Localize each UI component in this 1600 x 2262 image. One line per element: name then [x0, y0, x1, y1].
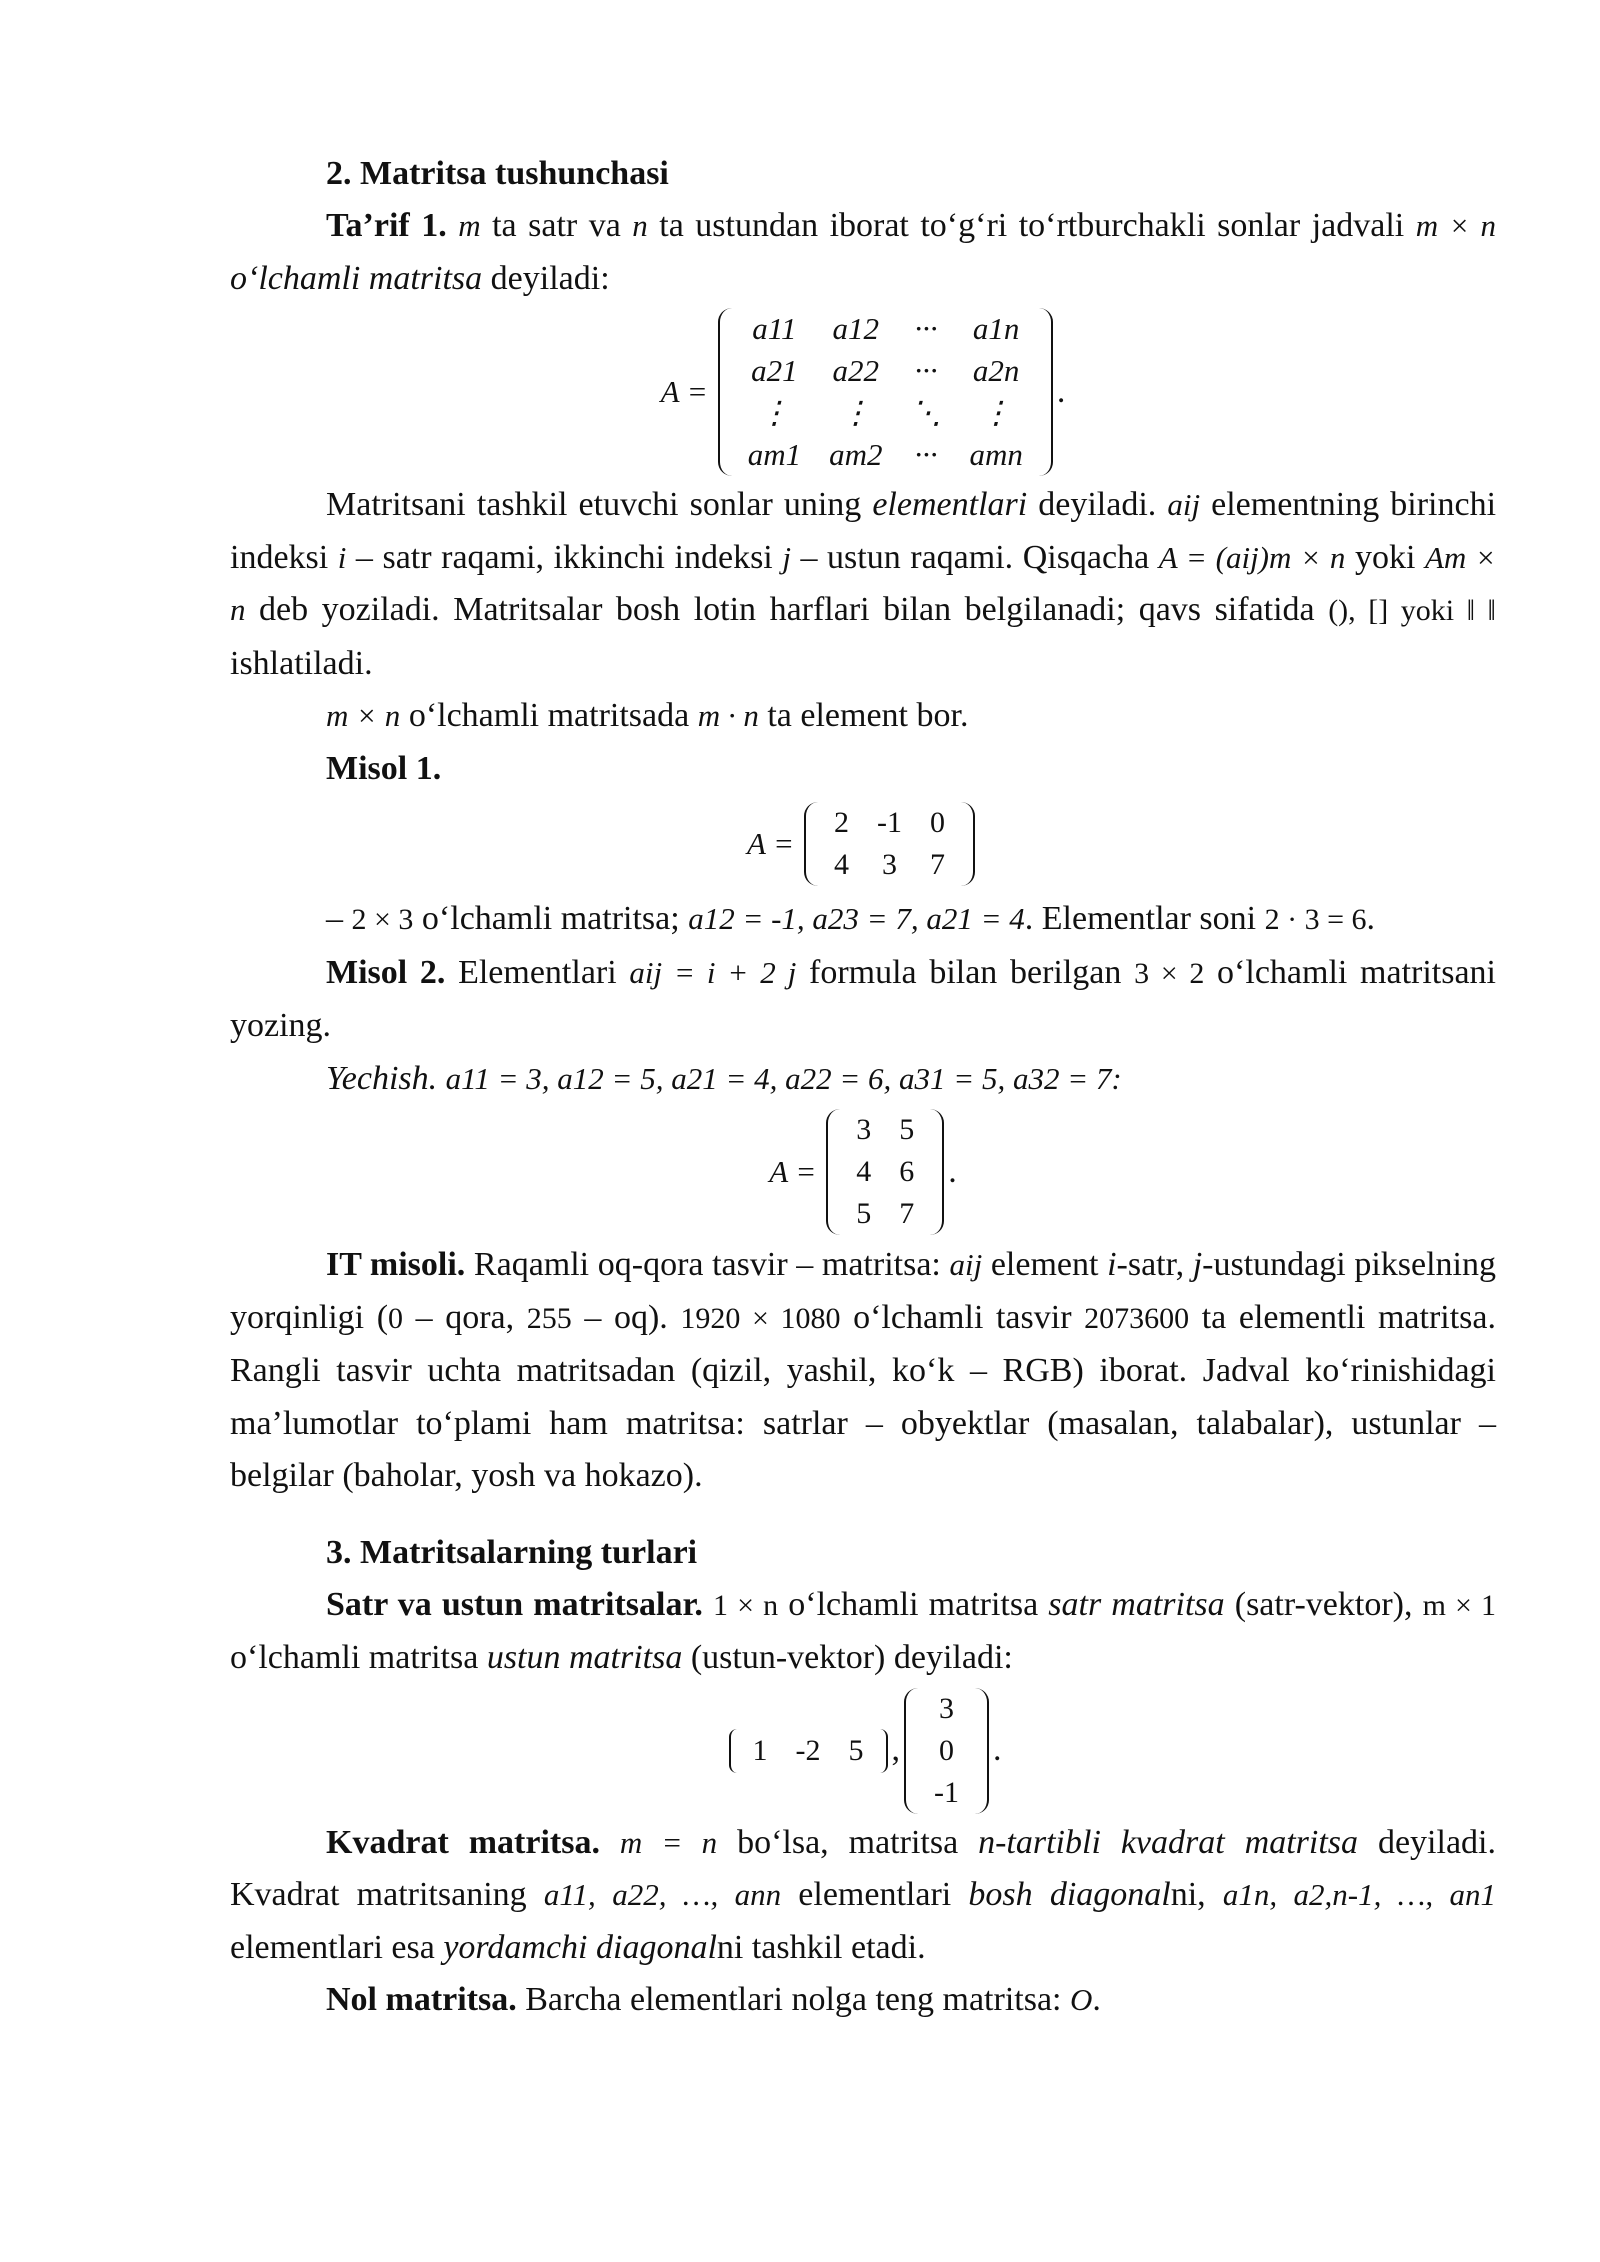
left-paren: [826, 1109, 842, 1235]
it-example: [230, 1239, 1496, 1503]
text: -ustundagi pikselning yorqinligi (: [230, 1246, 1496, 1336]
matrix-cell: ···: [914, 311, 938, 346]
vector-cell: 3: [939, 1691, 954, 1725]
matrix-row: [842, 1193, 928, 1235]
matrix-cell: a1n: [972, 311, 1020, 346]
math-aij: aij: [1167, 487, 1201, 522]
example-1-explanation: [230, 893, 1496, 947]
matrix-cell: am2: [829, 437, 883, 472]
matrix-cell: ⋱: [910, 395, 942, 430]
column-vector-table: [920, 1688, 973, 1814]
text: elementlari: [781, 1876, 969, 1913]
text: elementning birinchi indeksi: [230, 486, 1497, 576]
example-1-matrix: [804, 802, 975, 886]
matrix-cell: 4: [834, 848, 850, 881]
text: [703, 1586, 713, 1623]
section-3-heading: 3. Matritsalarning turlari: [326, 1533, 698, 1571]
matrix-cell: a22: [832, 353, 880, 388]
matrix-A-label: A =: [746, 825, 795, 861]
math-2x3: 2 × 3: [351, 903, 414, 936]
vector-cell: -1: [934, 1775, 959, 1809]
left-paren: [804, 802, 820, 886]
matrix-cell: 6: [899, 1155, 915, 1188]
square-matrix: [230, 1817, 1496, 1975]
it-example-label: IT misoli.: [326, 1246, 466, 1283]
text: element: [982, 1246, 1108, 1283]
matrix-row: [920, 1688, 973, 1730]
example-2-label: Misol 2.: [326, 953, 446, 991]
matrix-cell: ···: [914, 353, 938, 388]
math-i: i: [337, 539, 347, 575]
solution-matrix-table: [842, 1109, 928, 1235]
text: formula bilan berilgan: [796, 953, 1135, 991]
matrix-cell: ⋮: [758, 395, 790, 430]
text: elementlari esa: [230, 1928, 444, 1966]
row-vector: [729, 1729, 888, 1773]
definition-label: Ta’rif 1.: [326, 207, 447, 244]
right-paren: [928, 1109, 944, 1235]
text: bo‘lsa, matritsa: [717, 1823, 979, 1861]
example-1-label: Misol 1.: [326, 749, 442, 787]
term-ustun-matritsa: ustun matritsa: [486, 1639, 683, 1676]
math-1xn: 1 × n: [713, 1588, 779, 1622]
matrix-cell: ⋮: [980, 395, 1012, 430]
text: .: [1092, 1981, 1101, 2018]
comma: ,: [891, 1731, 900, 1769]
general-matrix-table: [734, 308, 1037, 476]
general-matrix-formula: [230, 307, 1496, 477]
math-pixel-count: 2073600: [1084, 1301, 1190, 1335]
math-j: j: [782, 539, 791, 575]
text: ni tashkil etadi.: [716, 1928, 926, 1966]
text: – qora,: [403, 1298, 527, 1336]
matrix-cell: a12: [832, 311, 880, 346]
solution-matrix: [826, 1109, 944, 1235]
text: ishlatiladi.: [230, 644, 373, 682]
term-kvadrat-matritsa: n-tartibli kvadrat matritsa: [978, 1823, 1359, 1861]
text: Elementlari: [445, 953, 630, 991]
text: .: [1366, 900, 1376, 937]
matrix-row: [920, 1772, 973, 1814]
text: (satr-vektor),: [1224, 1585, 1423, 1623]
math-A-mn: Am × n: [230, 539, 1497, 627]
text: ni,: [1170, 1876, 1223, 1913]
vector-cell: 5: [848, 1733, 864, 1767]
matrix-cell: 5: [899, 1113, 915, 1146]
text: (ustun-vektor) deyiladi:: [682, 1639, 1013, 1676]
solution-label: Yechish.: [326, 1059, 438, 1097]
term-bosh-diagonal: bosh diagonal: [968, 1876, 1171, 1913]
math-m-x-n: m × n: [1415, 208, 1497, 243]
text: Matritsani tashkil etuvchi sonlar uning: [326, 486, 873, 523]
matrix-row: [820, 844, 959, 886]
matrix-cell: ···: [914, 437, 938, 472]
matrix-row: [842, 1151, 928, 1193]
period: .: [1056, 372, 1066, 410]
matrix-cell: 7: [930, 848, 946, 881]
term-elementlari: elementlari: [872, 486, 1028, 523]
math-solution-values: a11 = 3, a12 = 5, a21 = 4, a22 = 6, a31 = 5, a32 = 7:: [445, 1060, 1122, 1096]
matrix-cell: a21: [751, 353, 798, 388]
math-0: 0: [388, 1301, 404, 1335]
matrix-row: [739, 1729, 878, 1773]
zero-matrix: [230, 1974, 1496, 2027]
math-mx1: m × 1: [1422, 1588, 1497, 1622]
row-column-label: Satr va ustun matritsalar.: [326, 1585, 703, 1623]
matrix-cell: 7: [899, 1197, 915, 1230]
vector-cell: 0: [939, 1733, 954, 1767]
math-m-eq-n: m = n: [619, 1824, 718, 1860]
matrix-row: [842, 1109, 928, 1151]
text: ta satr va: [480, 207, 633, 244]
text: o‘lchamli matritsani yozing.: [230, 953, 1496, 1044]
matrix-cell: a2n: [972, 353, 1020, 388]
math-j: j: [1192, 1246, 1203, 1283]
column-vector: [904, 1688, 989, 1814]
text: deyiladi:: [482, 259, 610, 297]
text: Raqamli oq-qora tasvir – matritsa:: [465, 1246, 950, 1283]
math-element-count: 2 · 3 = 6: [1264, 903, 1367, 936]
term-yordamchi-diagonal: yordamchi diagonal: [443, 1928, 717, 1966]
vector-cell: -2: [795, 1733, 821, 1767]
text: ta ustundan iborat to‘g‘ri to‘rtburchakli sonlar jadvali: [647, 207, 1416, 244]
row-column-matrices: [230, 1579, 1496, 1685]
math-element-values: a12 = -1, a23 = 7, a21 = 4: [688, 901, 1025, 936]
math-short-notation: A = (aij)m × n: [1158, 539, 1346, 575]
left-paren: [729, 1729, 739, 1773]
matrix-A-label: A =: [769, 1153, 817, 1189]
section-gap: [230, 1503, 1496, 1527]
solution-formula: [230, 1107, 1496, 1237]
text: [600, 1824, 620, 1861]
matrix-row: [920, 1730, 973, 1772]
math-aux-diagonal: a1n, a2,n-1, …, an1: [1222, 1877, 1497, 1912]
matrix-cell: -1: [877, 806, 903, 839]
math-n: n: [632, 208, 648, 243]
text: o‘lchamli tasvir: [840, 1298, 1085, 1336]
matrix-cell: amn: [969, 437, 1023, 472]
paragraph-elements: [230, 479, 1496, 690]
right-paren: [878, 1729, 888, 1773]
text: – oq).: [571, 1298, 681, 1336]
text: o‘lchamli matritsada: [400, 697, 698, 734]
matrix-cell: am1: [747, 437, 802, 472]
matrix-row: [734, 308, 1037, 350]
text: ta element bor.: [758, 697, 969, 734]
matrix-cell: 3: [882, 848, 898, 881]
general-matrix: [718, 308, 1053, 476]
math-255: 255: [526, 1301, 572, 1335]
definition-1: [230, 200, 1496, 305]
vector-cell: 1: [752, 1733, 768, 1767]
matrix-cell: 2: [834, 806, 850, 839]
math-aij: aij: [949, 1247, 983, 1282]
period: .: [993, 1731, 1002, 1769]
math-i: i: [1107, 1246, 1117, 1283]
example-1-formula: [230, 797, 1496, 891]
math-3x2: 3 × 2: [1134, 956, 1205, 990]
math-m: m: [458, 208, 481, 243]
math-main-diagonal: a11, a22, …, ann: [543, 1877, 782, 1912]
term-olchamli-matritsa: o‘lchamli matritsa: [230, 259, 483, 297]
text: – ustun raqami. Qisqacha: [790, 538, 1159, 576]
text: deyiladi. Kvadrat matritsaning: [230, 1823, 1496, 1913]
section-2-heading: 2. Matritsa tushunchasi: [326, 155, 669, 192]
math-resolution: 1920 × 1080: [680, 1301, 841, 1335]
matrix-cell: a11: [752, 311, 797, 346]
math-O: O: [1069, 1982, 1093, 2017]
left-paren: [718, 308, 734, 476]
right-paren: [973, 1688, 989, 1814]
matrix-A-label: A =: [660, 373, 708, 409]
matrix-cell: 0: [930, 806, 946, 839]
text: o‘lchamli matritsa;: [413, 900, 689, 937]
matrix-cell: 5: [856, 1197, 872, 1230]
math-m-x-n: m × n: [326, 698, 401, 733]
bracket-types: (), [] yoki ‖ ‖: [1328, 594, 1496, 627]
period: .: [948, 1152, 957, 1190]
text: -satr,: [1116, 1246, 1193, 1283]
text: yoki: [1345, 538, 1425, 576]
term-satr-matritsa: satr matritsa: [1048, 1585, 1225, 1623]
math-aij-formula: aij = i + 2 j: [629, 954, 797, 990]
example-1-matrix-table: [820, 802, 959, 886]
square-matrix-label: Kvadrat matritsa.: [326, 1823, 600, 1861]
vector-formula: [230, 1687, 1496, 1815]
matrix-row: [734, 434, 1037, 476]
text: –: [326, 900, 352, 937]
zero-matrix-label: Nol matritsa.: [326, 1981, 517, 2018]
text: ta elementli matritsa. Rangli tasvir uchta matritsadan (qizil, yashil, ko‘k – RGB) iborat. Jadval ko‘rinishidagi ma’lumotlar to‘plami ham matritsa: satrlar – obyektlar (masalan, talabalar), ustunlar – belgilar (baholar, yosh va hokazo).: [230, 1298, 1497, 1494]
example-1-label-line: [230, 743, 1496, 796]
solution-line: [230, 1053, 1496, 1106]
left-paren: [904, 1688, 920, 1814]
document-content: [230, 148, 1496, 2027]
text: o‘lchamli matritsa: [778, 1585, 1049, 1623]
math-m-dot-n: m · n: [697, 698, 759, 733]
matrix-row: [734, 392, 1037, 434]
paragraph-count: [230, 690, 1496, 743]
text: . Elementlar soni: [1024, 900, 1265, 937]
right-paren: [1037, 308, 1053, 476]
right-paren: [959, 802, 975, 886]
text: deb yoziladi. Matritsalar bosh lotin harflari bilan belgilanadi; qavs sifatida: [245, 591, 1329, 628]
matrix-cell: ⋮: [840, 395, 872, 430]
matrix-row: [734, 350, 1037, 392]
text: deyiladi.: [1027, 486, 1168, 523]
text: o‘lchamli matritsa: [230, 1639, 487, 1676]
text: – satr raqami, ikkinchi indeksi: [346, 538, 783, 576]
example-2: [230, 947, 1496, 1053]
matrix-cell: 4: [856, 1155, 872, 1188]
row-vector-table: [739, 1729, 878, 1773]
text: Barcha elementlari nolga teng matritsa:: [516, 1981, 1070, 2018]
matrix-row: [820, 802, 959, 844]
matrix-cell: 3: [856, 1113, 872, 1146]
